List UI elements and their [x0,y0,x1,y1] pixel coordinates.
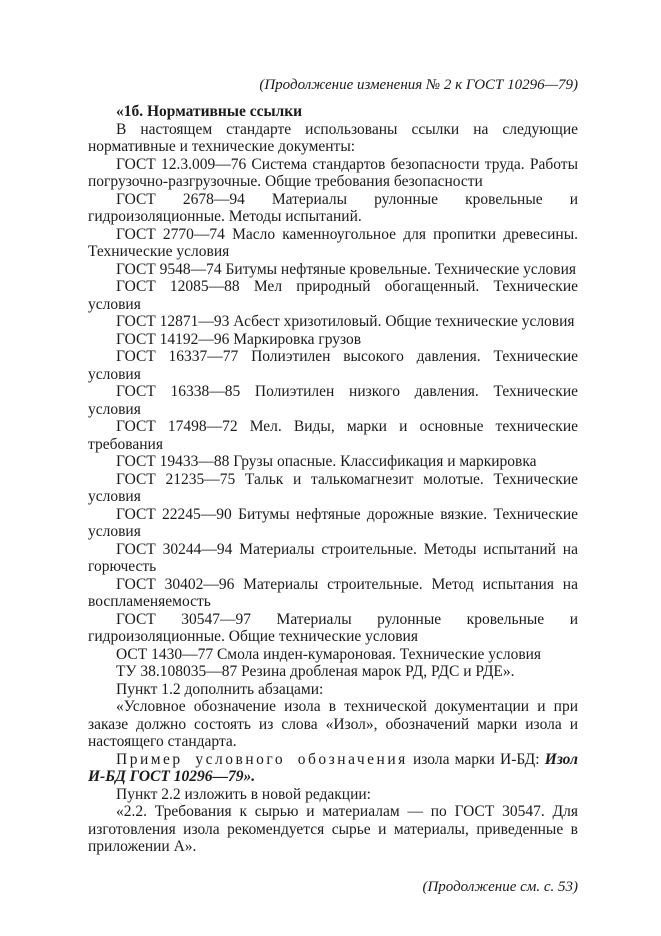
paragraph [88,751,578,786]
text-run: ГОСТ 9548—74 Битумы нефтяные кровельные. Технические условия [116,260,577,278]
text-run: ГОСТ 16337—77 Полиэтилен высокого давления. Технические условия [88,348,578,383]
paragraphs [88,121,578,856]
text-run: Пункт 2.2 изложить в новой редакции: [116,785,371,803]
text-run: ГОСТ 12.3.009—76 Система стандартов безопасности труда. Работы погрузочно-разгрузочные. Общие требования безопасности [88,155,578,190]
paragraph [88,191,578,226]
text-run: изола марки И-БД: [407,750,545,768]
paragraph [88,541,578,576]
paragraph [88,803,578,856]
paragraph [88,663,578,681]
page-footer: (Продолжение см. с. 53) [422,878,578,895]
text-run: ОСТ 1430—77 Смола инден-кумароновая. Технические условия [116,645,542,663]
paragraph [88,331,578,349]
text-run: «Условное обозначение изола в технической документации и при заказе должно состоять из слова «Изол», обозначений марки изола и настоящего стандарта. [88,698,578,750]
paragraph [88,348,578,383]
paragraph [88,471,578,506]
text-run: ГОСТ 12085—88 Мел природный обогащенный. Технические условия [88,278,578,313]
paragraph [88,383,578,418]
paragraph [88,278,578,313]
text-block [88,76,578,896]
text-run: ГОСТ 14192—96 Маркировка грузов [116,330,362,348]
paragraph [88,681,578,699]
text-run: Пункт 1.2 дополнить абзацами: [116,680,324,698]
text-run: ГОСТ 30402—96 Материалы строительные. Метод испытания на воспламеняемость [88,575,578,610]
text-run: ГОСТ 21235—75 Тальк и талькомагнезит молотые. Технические условия [88,470,578,505]
paragraph [88,646,578,664]
paragraph [88,121,578,156]
text-run: В настоящем стандарте использованы ссылки на следующие нормативные и технические документы: [88,120,578,155]
text-run: ГОСТ 19433—88 Грузы опасные. Классификация и маркировка [116,453,537,470]
text-run: ГОСТ 16338—85 Полиэтилен низкого давления. Технические условия [88,383,578,418]
text-run: ГОСТ 30547—97 Материалы рулонные кровельные и гидроизоляционные. Общие технические условия [88,610,578,645]
paragraph [88,506,578,541]
text-run: ГОСТ 22245—90 Битумы нефтяные дорожные вязкие. Технические условия [88,505,578,540]
paragraph [88,261,578,279]
text-run: «2.2. Требования к сырью и материалам — по ГОСТ 30547. Для изготовления изола рекомендуется сырье и материалы, приведенные в приложении А». [88,803,578,855]
text-run: ГОСТ 12871—93 Асбест хризотиловый. Общие технические условия [116,313,575,330]
paragraph [88,698,578,751]
paragraph [88,576,578,611]
text-run: Пример условного обозначения [116,750,408,768]
text-run: ГОСТ 2678—94 Материалы рулонные кровельные и гидроизоляционные. Методы испытаний. [88,190,578,225]
text-run: ГОСТ 17498—72 Мел. Виды, марки и основные технические требования [88,418,578,453]
paragraph [88,313,578,331]
paragraph [88,156,578,191]
text-run: ГОСТ 30244—94 Материалы строительные. Методы испытаний на горючесть [88,540,578,575]
page-header: (Продолжение изменения № 2 к ГОСТ 10296—79) [259,77,578,93]
text-run: Изол И-БД ГОСТ 10296—79». [88,750,578,785]
paragraph [88,611,578,646]
text-run: ТУ 38.108035—87 Резина дробленая марок РД, РДС и РДЕ». [116,663,515,680]
paragraph [88,786,578,804]
paragraph [88,418,578,453]
text-run: ГОСТ 2770—74 Масло каменноугольное для пропитки древесины. Технические условия [88,225,578,260]
section-title: «1б. Нормативные ссылки [116,103,303,120]
paragraph [88,453,578,471]
paragraph [88,226,578,261]
